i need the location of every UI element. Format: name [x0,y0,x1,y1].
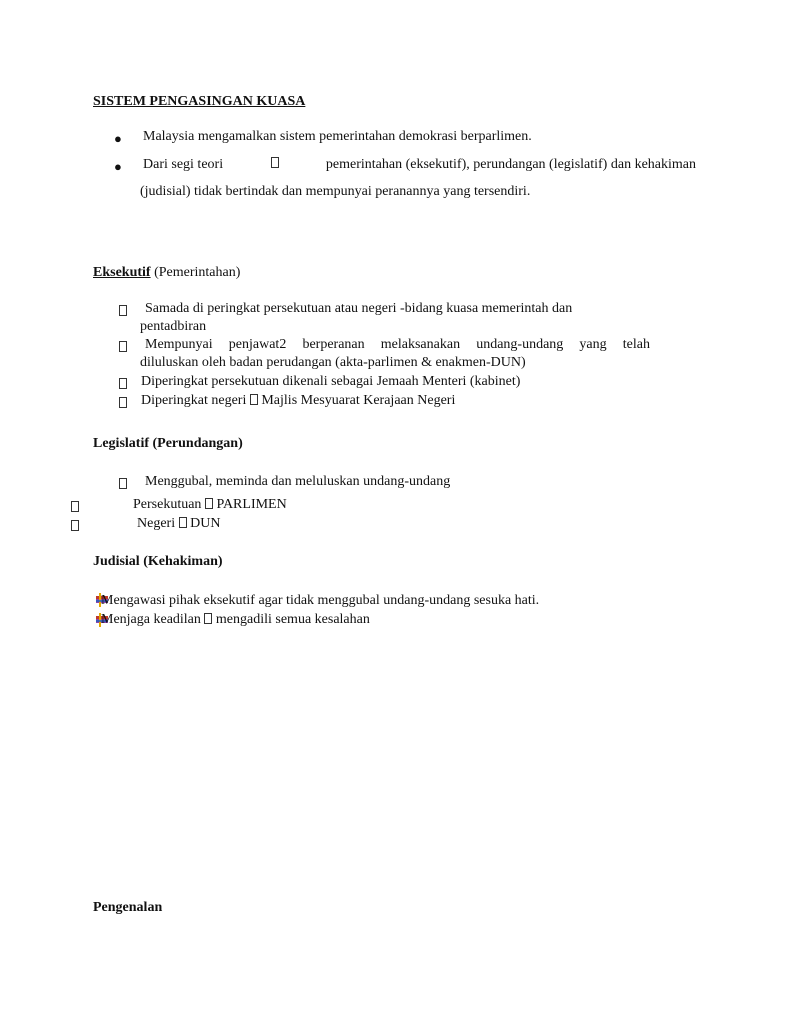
missing-glyph-icon [119,305,127,316]
missing-glyph-icon [271,157,279,168]
eksekutif-item-1: Samada di peringkat persekutuan atau negeri -bidang kuasa memerintah dan [145,301,573,316]
eksekutif-heading: Eksekutif (Pemerintahan) [93,265,241,280]
eksekutif-item-4: Diperingkat negeri Majlis Mesyuarat Kerajaan Negeri [141,393,456,408]
page-title: SISTEM PENGASINGAN KUASA [93,94,306,109]
missing-glyph-icon [71,501,79,512]
judisial-item-1: Mengawasi pihak eksekutif agar tidak menggubal undang-undang sesuka hati. [101,593,540,608]
eksekutif-item-1-cont: pentadbiran [140,319,207,334]
missing-glyph-icon [119,397,127,408]
missing-glyph-icon [204,613,212,624]
missing-glyph-icon [119,341,127,352]
legislatif-item-3: Negeri DUN [137,516,221,531]
intro-bullet-2: Dari segi teori pemerintahan (eksekutif), perundangan (legislatif) dan kehakiman [143,157,696,172]
missing-glyph-icon [71,520,79,531]
missing-glyph-icon [119,478,127,489]
eksekutif-item-2: Mempunyai penjawat2 berperanan melaksanakan undang-undang yang telah [145,337,650,352]
missing-glyph-icon [119,378,127,389]
missing-glyph-icon [179,517,187,528]
eksekutif-item-3: Diperingkat persekutuan dikenali sebagai Jemaah Menteri (kabinet) [141,374,521,389]
legislatif-item-1: Menggubal, meminda dan meluluskan undang-undang [145,474,451,489]
intro-bullet-1: Malaysia mengamalkan sistem pemerintahan demokrasi berparlimen. [143,129,532,144]
eksekutif-item-2-cont: diluluskan oleh badan perudangan (akta-parlimen & enakmen-DUN) [140,355,526,370]
missing-glyph-icon [205,498,213,509]
bullet-dot: ● [114,159,122,174]
pengenalan-heading: Pengenalan [93,900,163,915]
missing-glyph-icon [250,394,258,405]
legislatif-heading: Legislatif (Perundangan) [93,436,243,451]
legislatif-item-2: Persekutuan PARLIMEN [133,497,287,512]
judisial-heading: Judisial (Kehakiman) [93,554,223,569]
bullet-dot: ● [114,131,122,146]
judisial-item-2: Menjaga keadilan mengadili semua kesalahan [101,612,370,627]
intro-bullet-2-cont: (judisial) tidak bertindak dan mempunyai peranannya yang tersendiri. [140,184,531,199]
